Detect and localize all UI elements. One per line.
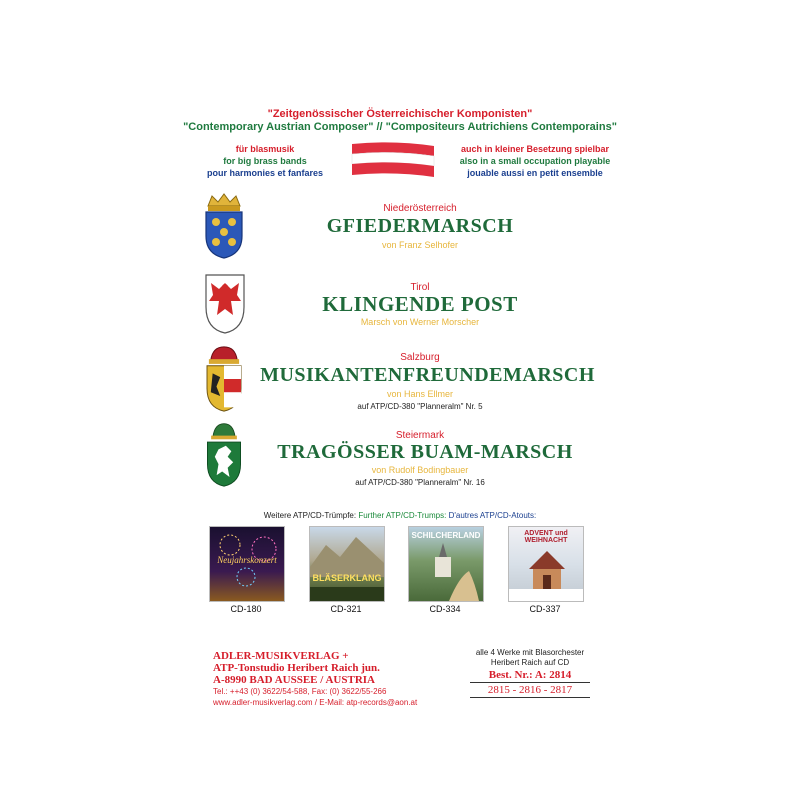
publisher-web: www.adler-musikverlag.com / E-Mail: atp-records@aon.at [213, 698, 418, 707]
more-cds-de: Weitere ATP/CD-Trümpfe: [263, 511, 357, 520]
right-info [455, 143, 615, 179]
piece-composer: von Hans Ellmer [386, 389, 454, 399]
publisher-address: A-8990 BAD AUSSEE / AUSTRIA [213, 674, 375, 686]
cd-cover [508, 526, 584, 602]
piece-title: TRAGÖSSER BUAM-MARSCH [277, 441, 573, 463]
piece-region: Niederösterreich [383, 203, 457, 214]
left-info-fr: pour harmonies et fanfares [206, 168, 324, 178]
piece-region: Steiermark [395, 430, 445, 441]
tyrol-crest-icon [203, 271, 247, 339]
header-english-french: "Contemporary Austrian Composer" // "Compositeurs Autrichiens Contemporains" [183, 121, 617, 133]
cd-cover-text: ADVENT und WEIHNACHT [524, 530, 568, 544]
piece-title: MUSIKANTENFREUNDEMARSCH [260, 364, 595, 386]
more-cds-en: Further ATP/CD-Trumps: [358, 511, 447, 520]
cd-label: CD-334 [429, 604, 461, 614]
cd-label: CD-180 [230, 604, 262, 614]
piece-composer: von Rudolf Bodingbauer [371, 465, 469, 475]
right-info-de: auch in kleiner Besetzung spielbar [460, 144, 610, 154]
piece-region: Salzburg [400, 352, 440, 363]
cd-cover-text: BLÄSERKLANG [312, 573, 382, 583]
piece-title: GFIEDERMARSCH [326, 215, 514, 237]
more-cds-fr: D'autres ATP/CD-Atouts: [448, 511, 537, 520]
order-info-line2: Heribert Raich auf CD [490, 658, 570, 667]
piece-composer: von Franz Selhofer [381, 240, 459, 250]
cd-cover [408, 526, 484, 602]
right-info-fr: jouable aussi en petit ensemble [467, 168, 603, 178]
cd-cover [209, 526, 285, 602]
left-info-de: für blasmusik [235, 144, 295, 154]
right-info-en: also in a small occupation playable [459, 156, 611, 166]
piece-composer: Marsch von Werner Morscher [360, 317, 480, 327]
piece-title: KLINGENDE POST [322, 292, 518, 316]
header-german: "Zeitgenössischer Österreichischer Komponisten" [267, 108, 533, 120]
publisher-studio: ATP-Tonstudio Heribert Raich jun. [213, 662, 380, 674]
publisher-name: ADLER-MUSIKVERLAG + [213, 650, 349, 662]
cd-cover-text: SCHILCHERLAND [411, 531, 481, 540]
publisher-block [213, 650, 473, 708]
piece-note: auf ATP/CD-380 "Planneralm" Nr. 5 [357, 402, 483, 411]
salzburg-crest-icon [202, 345, 246, 413]
left-info-en: for big brass bands [223, 156, 307, 166]
piece-note: auf ATP/CD-380 "Planneralm" Nr. 16 [355, 478, 485, 487]
lower-austria-crest-icon [202, 192, 246, 260]
order-cd-numbers: 2815 - 2816 - 2817 [470, 682, 590, 698]
order-block [470, 648, 590, 698]
cd-cover [309, 526, 385, 602]
austrian-flag-icon [348, 140, 438, 182]
styria-crest-icon [202, 420, 246, 488]
cd-label: CD-337 [529, 604, 561, 614]
piece-region: Tirol [410, 282, 430, 293]
more-cds-line [170, 511, 630, 520]
order-number: Best. Nr.: A: 2814 [488, 669, 572, 681]
order-info-line1: alle 4 Werke mit Blasorchester [475, 648, 585, 657]
cd-cover-text: Neujahrskonzert [217, 555, 277, 565]
cd-label: CD-321 [330, 604, 362, 614]
mountain-image [310, 527, 384, 601]
publisher-phone: Tel.: ++43 (0) 3622/54-588, Fax: (0) 3622/55-266 [213, 687, 387, 696]
left-info [200, 143, 330, 179]
